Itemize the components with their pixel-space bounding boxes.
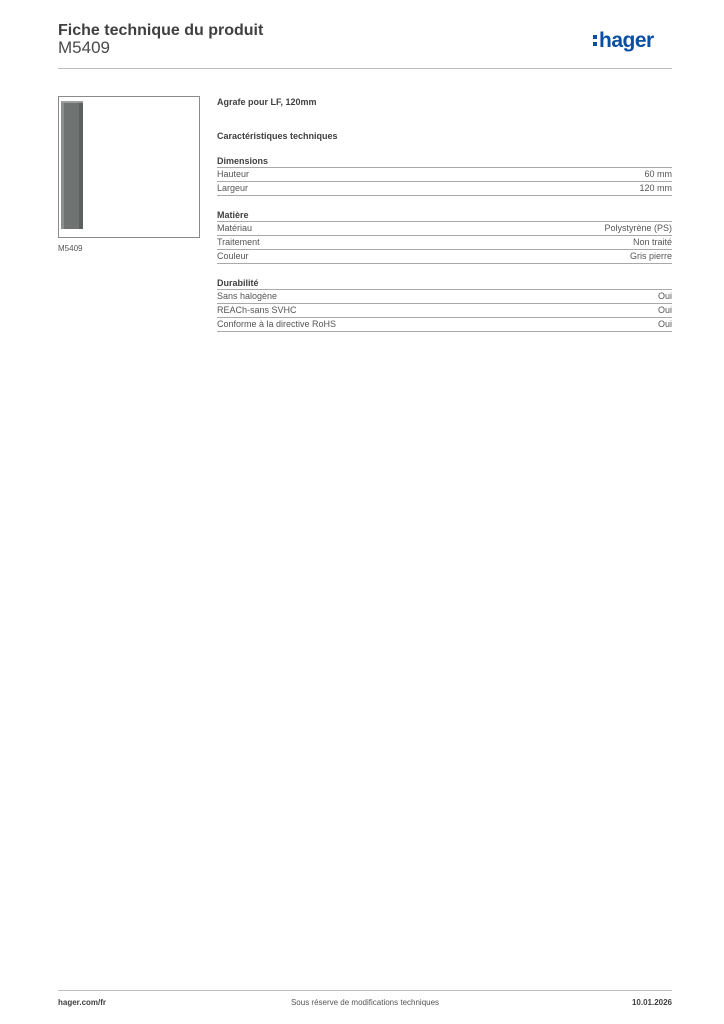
document-title: Fiche technique du produit (58, 22, 264, 39)
spec-group-dimensions (217, 155, 672, 196)
spec-row (217, 168, 672, 182)
spec-value: Non traité (632, 237, 672, 247)
spec-label: Traitement (217, 237, 260, 247)
spec-value: Oui (657, 319, 672, 329)
spec-row (217, 304, 672, 318)
spec-value: Polystyrène (PS) (604, 223, 672, 233)
page-header (58, 22, 672, 68)
logo-text: hager (599, 29, 654, 52)
spec-label: REACh-sans SVHC (217, 305, 297, 315)
spec-group-title: Durabilité (217, 277, 672, 290)
spec-label: Couleur (217, 251, 249, 261)
spec-label: Conforme à la directive RoHS (217, 319, 337, 329)
image-caption: M5409 (58, 244, 83, 253)
spec-value: Oui (657, 291, 672, 301)
product-details (217, 96, 672, 332)
spec-row (217, 222, 672, 236)
product-image (59, 97, 199, 237)
spec-row (217, 318, 672, 332)
spec-label: Largeur (217, 183, 249, 193)
spec-value: Gris pierre (629, 251, 672, 261)
footer-notice: Sous réserve de modifications techniques (290, 998, 440, 1007)
spec-row (217, 182, 672, 196)
spec-row (217, 290, 672, 304)
spec-label: Matériau (217, 223, 253, 233)
hager-logo (592, 26, 672, 54)
logo-dot-top (593, 35, 597, 39)
spec-value: Oui (657, 305, 672, 315)
spec-row (217, 236, 672, 250)
page-footer (58, 998, 672, 1010)
product-image-frame (58, 96, 200, 238)
spec-row (217, 250, 672, 264)
product-reference: M5409 (58, 38, 110, 57)
header-divider (58, 68, 672, 69)
spec-group-durability (217, 277, 672, 332)
product-name: Agrafe pour LF, 120mm (217, 97, 317, 107)
spec-group-material (217, 209, 672, 264)
spec-value: 60 mm (644, 169, 672, 179)
spec-value: 120 mm (639, 183, 672, 193)
spec-group-title: Matière (217, 209, 672, 222)
spec-group-title: Dimensions (217, 155, 672, 168)
footer-divider (58, 990, 672, 991)
spec-label: Hauteur (217, 169, 250, 179)
logo-dot-bottom (593, 42, 597, 46)
footer-date: 10.01.2026 (631, 998, 672, 1007)
spec-label: Sans halogène (217, 291, 278, 301)
spec-heading: Caractéristiques techniques (217, 131, 338, 141)
footer-website-link[interactable]: hager.com/fr (58, 998, 107, 1007)
